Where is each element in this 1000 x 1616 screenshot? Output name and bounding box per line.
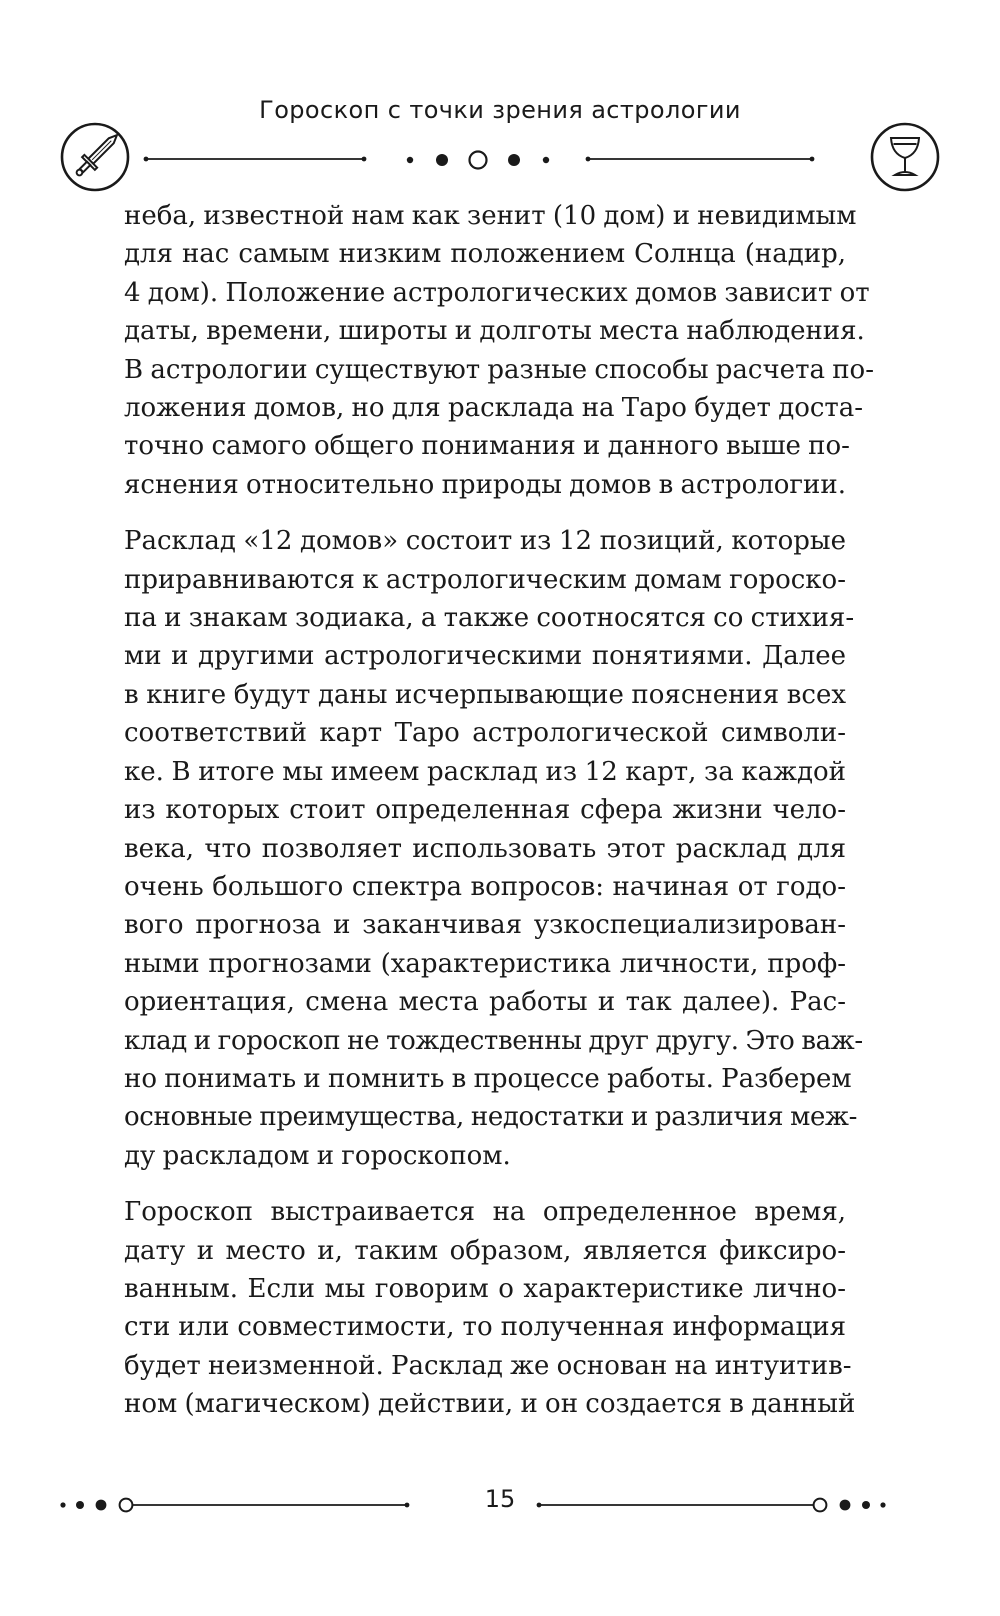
text-line: основные преимущества, недостатки и различия меж- <box>124 1102 858 1133</box>
text-line: для нас самым низким положением Солнца (надир, <box>124 239 846 270</box>
text-line: ке. В итоге мы имеем расклад из 12 карт, за каждой <box>124 756 846 787</box>
body-text <box>124 197 874 1442</box>
text-line: будет неизменной. Расклад же основан на интуитив- <box>124 1350 852 1381</box>
text-line: яснения относительно природы домов в астрологии. <box>124 469 846 500</box>
paragraph-3 <box>124 1193 856 1423</box>
text-line: па и знакам зодиака, а также соотносятся со стихия- <box>124 603 855 634</box>
text-line: соответствий карт Таро астрологической символи- <box>124 718 846 749</box>
text-line: клад и гороскоп не тождественны друг другу. Это важ- <box>124 1025 863 1056</box>
text-line: Расклад «12 домов» состоит из 12 позиций, которые <box>124 526 846 557</box>
running-title: Гороскоп с точки зрения астрологии <box>259 96 741 124</box>
text-line: ными прогнозами (характеристика личности, проф- <box>124 948 846 979</box>
text-line: дату и место и, таким образом, является фиксиро- <box>124 1235 846 1266</box>
sword-icon <box>62 124 128 190</box>
paragraph-1 <box>124 197 874 504</box>
text-line: даты, времени, широты и долготы места наблюдения. <box>124 316 865 347</box>
text-line: вого прогноза и заканчивая узкоспециализирован- <box>124 910 846 941</box>
chalice-icon <box>872 124 938 190</box>
text-line: неба, известной нам как зенит (10 дом) и невидимым <box>124 201 857 231</box>
header-rule <box>144 152 815 169</box>
text-line: Гороскоп выстраивается на определенное время, <box>124 1197 846 1228</box>
text-line: в книге будут даны исчерпывающие пояснения всех <box>124 679 846 710</box>
text-line: сти или совместимости, то полученная информация <box>124 1312 846 1343</box>
text-line: В астрологии существуют разные способы расчета по- <box>124 354 874 385</box>
paragraph-2 <box>124 522 863 1175</box>
page-number: 15 <box>484 1485 516 1513</box>
text-line: ми и другими астрологическими понятиями. Далее <box>124 641 846 672</box>
text-line: века, что позволяет использовать этот расклад для <box>124 833 846 864</box>
text-line: точно самого общего понимания и данного выше по- <box>124 431 850 462</box>
text-line: ду раскладом и гороскопом. <box>124 1140 511 1171</box>
text-line: ванным. Если мы говорим о характеристике лично- <box>124 1273 846 1304</box>
text-line: из которых стоит определенная сфера жизни чело- <box>124 795 846 826</box>
text-line: но понимать и помнить в процессе работы. Разберем <box>124 1063 852 1094</box>
text-line: ориентация, смена места работы и так далее). Рас- <box>124 987 846 1018</box>
text-line: приравниваются к астрологическим домам гороско- <box>124 564 846 595</box>
text-line: ложения домов, но для расклада на Таро будет доста- <box>124 393 864 424</box>
text-line: 4 дом). Положение астрологических домов зависит от <box>124 277 870 308</box>
text-line: очень большого спектра вопросов: начиная от годо- <box>124 871 846 902</box>
text-line: ном (магическом) действии, и он создается в данный <box>124 1389 856 1420</box>
